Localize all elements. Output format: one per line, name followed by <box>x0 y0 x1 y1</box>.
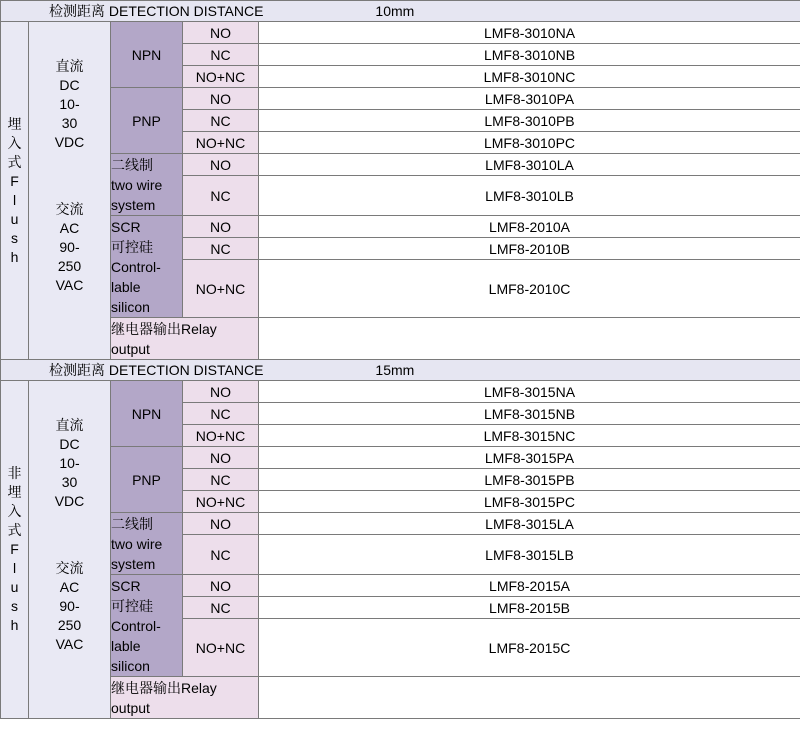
ac-voltage-line: VAC <box>55 635 84 652</box>
relay-row <box>1 677 800 719</box>
voltage-spacer <box>29 152 110 200</box>
output-group-pnp: PNP <box>111 88 183 154</box>
model-number-cell: LMF8-2010B <box>259 238 800 260</box>
switch-type-cell: NC <box>183 238 259 260</box>
relay-output-cell <box>111 677 259 719</box>
mount-type-char: s <box>11 598 18 614</box>
switch-type-cell: NO+NC <box>183 425 259 447</box>
model-number-cell: LMF8-3010PC <box>259 132 800 154</box>
switch-type-cell: NC <box>183 176 259 216</box>
relay-label-line: output <box>111 340 150 357</box>
mount-type-char: h <box>10 617 19 633</box>
voltage-spacer-bottom <box>29 654 110 684</box>
output-group-label-line: 可控硅 <box>111 597 153 614</box>
model-number-cell: LMF8-3010PA <box>259 88 800 110</box>
switch-type-cell: NC <box>183 597 259 619</box>
ac-voltage-line: AC <box>59 219 80 236</box>
output-group-label-line: Control- <box>111 617 161 634</box>
model-number-cell: LMF8-3015NB <box>259 403 800 425</box>
model-number-cell: LMF8-3015PC <box>259 491 800 513</box>
switch-type-cell: NO <box>183 381 259 403</box>
model-number-cell: LMF8-3010NC <box>259 66 800 88</box>
dc-voltage-line: 10- <box>59 95 80 112</box>
switch-type-cell: NO+NC <box>183 66 259 88</box>
mount-type-char: 埋 <box>7 484 22 500</box>
relay-label-line: 继电器输出Relay <box>111 320 217 337</box>
output-group-label-line: SCR <box>111 218 141 235</box>
switch-type-cell: NO <box>183 22 259 44</box>
switch-type-cell: NC <box>183 44 259 66</box>
mount-type-char: l <box>12 191 17 208</box>
switch-type-cell: NO+NC <box>183 132 259 154</box>
voltage-spacer-bottom <box>29 295 110 325</box>
model-number-cell: LMF8-2015A <box>259 575 800 597</box>
output-group-pnp: PNP <box>111 447 183 513</box>
output-group-label-line: SCR <box>111 577 141 594</box>
model-number-cell: LMF8-3010NB <box>259 44 800 66</box>
relay-empty-cell <box>259 677 800 719</box>
dc-voltage-line: 直流 <box>55 57 84 74</box>
detection-distance-cell <box>1 360 800 381</box>
relay-row <box>1 318 800 360</box>
output-group-label-line: system <box>111 196 156 213</box>
voltage-spacer <box>29 511 110 559</box>
output-group-label-line: 二线制 <box>111 515 153 532</box>
switch-type-cell: NC <box>183 110 259 132</box>
switch-type-cell: NO <box>183 575 259 597</box>
dc-voltage-line: 直流 <box>55 416 84 433</box>
mount-type-cell <box>1 381 29 719</box>
output-group-label-line: silicon <box>111 298 150 315</box>
output-group-label-line: lable <box>111 637 141 654</box>
mount-type-char: u <box>10 579 19 595</box>
model-number-cell: LMF8-3015LB <box>259 535 800 575</box>
relay-output-cell <box>111 318 259 360</box>
detection-distance-header <box>1 360 800 381</box>
model-number-cell: LMF8-3015PA <box>259 447 800 469</box>
detection-distance-value: 10mm <box>375 3 415 19</box>
supply-voltage-cell <box>29 381 111 719</box>
detection-distance-label: 检测距离 DETECTION DISTANCE <box>49 3 264 19</box>
switch-type-cell: NC <box>183 469 259 491</box>
detection-distance-header <box>1 1 800 22</box>
model-number-cell: LMF8-3010NA <box>259 22 800 44</box>
dc-voltage-line: 30 <box>61 114 78 131</box>
detection-distance-cell <box>1 1 800 22</box>
ac-voltage-line: 交流 <box>55 200 84 217</box>
relay-label-line: 继电器输出Relay <box>111 679 217 696</box>
output-group-label-line: lable <box>111 278 141 295</box>
ac-voltage-line: 90- <box>59 238 80 255</box>
ac-voltage-line: VAC <box>55 276 84 293</box>
model-number-cell: LMF8-3010LA <box>259 154 800 176</box>
relay-label-line: output <box>111 699 150 716</box>
model-row <box>1 513 800 535</box>
model-number-cell: LMF8-3015NC <box>259 425 800 447</box>
output-group-label-line: silicon <box>111 657 150 674</box>
model-row <box>1 216 800 238</box>
model-row <box>1 22 800 44</box>
output-group-label-line: system <box>111 555 156 572</box>
dc-voltage-line: DC <box>59 435 80 452</box>
model-number-cell: LMF8-2015C <box>259 619 800 677</box>
mount-type-char: 非 <box>7 465 22 481</box>
output-group-npn: NPN <box>111 381 183 447</box>
mount-type-char: 埋 <box>7 115 22 132</box>
output-group-two-wire <box>111 154 183 216</box>
dc-voltage-line: 30 <box>61 473 78 490</box>
model-number-cell: LMF8-3010LB <box>259 176 800 216</box>
switch-type-cell: NO <box>183 447 259 469</box>
ac-voltage-line: AC <box>59 578 80 595</box>
mount-type-char: F <box>10 541 19 557</box>
mount-type-char: s <box>11 229 18 246</box>
switch-type-cell: NO <box>183 216 259 238</box>
model-number-cell: LMF8-2015B <box>259 597 800 619</box>
ac-voltage-line: 250 <box>57 257 82 274</box>
mount-type-char: 式 <box>7 153 22 170</box>
mount-type-char: h <box>10 248 19 265</box>
switch-type-cell: NO+NC <box>183 619 259 677</box>
detection-distance-value: 15mm <box>375 362 415 378</box>
mount-type-char: 入 <box>7 503 22 519</box>
output-group-label-line: 二线制 <box>111 156 153 173</box>
model-number-cell: LMF8-2010A <box>259 216 800 238</box>
model-number-cell: LMF8-3010PB <box>259 110 800 132</box>
dc-voltage-line: DC <box>59 76 80 93</box>
supply-voltage-cell <box>29 22 111 360</box>
model-row <box>1 381 800 403</box>
switch-type-cell: NO+NC <box>183 260 259 318</box>
dc-voltage-line: VDC <box>54 133 85 150</box>
model-row <box>1 447 800 469</box>
output-group-scr <box>111 216 183 318</box>
ac-voltage-line: 250 <box>57 616 82 633</box>
spec-table-body <box>1 1 800 719</box>
mount-type-char: l <box>12 560 17 576</box>
mount-type-char: u <box>10 210 19 227</box>
output-group-two-wire <box>111 513 183 575</box>
switch-type-cell: NO+NC <box>183 491 259 513</box>
switch-type-cell: NC <box>183 535 259 575</box>
output-group-label-line: 可控硅 <box>111 238 153 255</box>
output-group-label-line: two wire <box>111 535 163 552</box>
model-number-cell: LMF8-3015NA <box>259 381 800 403</box>
model-number-cell: LMF8-3015LA <box>259 513 800 535</box>
model-row <box>1 154 800 176</box>
model-row <box>1 88 800 110</box>
mount-type-char: 入 <box>7 134 22 151</box>
model-number-cell: LMF8-2010C <box>259 260 800 318</box>
switch-type-cell: NC <box>183 403 259 425</box>
ac-voltage-line: 交流 <box>55 559 84 576</box>
ac-voltage-line: 90- <box>59 597 80 614</box>
model-row <box>1 575 800 597</box>
output-group-npn: NPN <box>111 22 183 88</box>
mount-type-char: F <box>10 172 19 189</box>
dc-voltage-line: VDC <box>54 492 85 509</box>
model-number-cell: LMF8-3015PB <box>259 469 800 491</box>
output-group-scr <box>111 575 183 677</box>
mount-type-char: 式 <box>7 522 22 538</box>
relay-empty-cell <box>259 318 800 360</box>
dc-voltage-line: 10- <box>59 454 80 471</box>
mount-type-cell <box>1 22 29 360</box>
switch-type-cell: NO <box>183 513 259 535</box>
output-group-label-line: Control- <box>111 258 161 275</box>
switch-type-cell: NO <box>183 154 259 176</box>
switch-type-cell: NO <box>183 88 259 110</box>
detection-distance-label: 检测距离 DETECTION DISTANCE <box>49 362 264 378</box>
output-group-label-line: two wire <box>111 176 163 193</box>
